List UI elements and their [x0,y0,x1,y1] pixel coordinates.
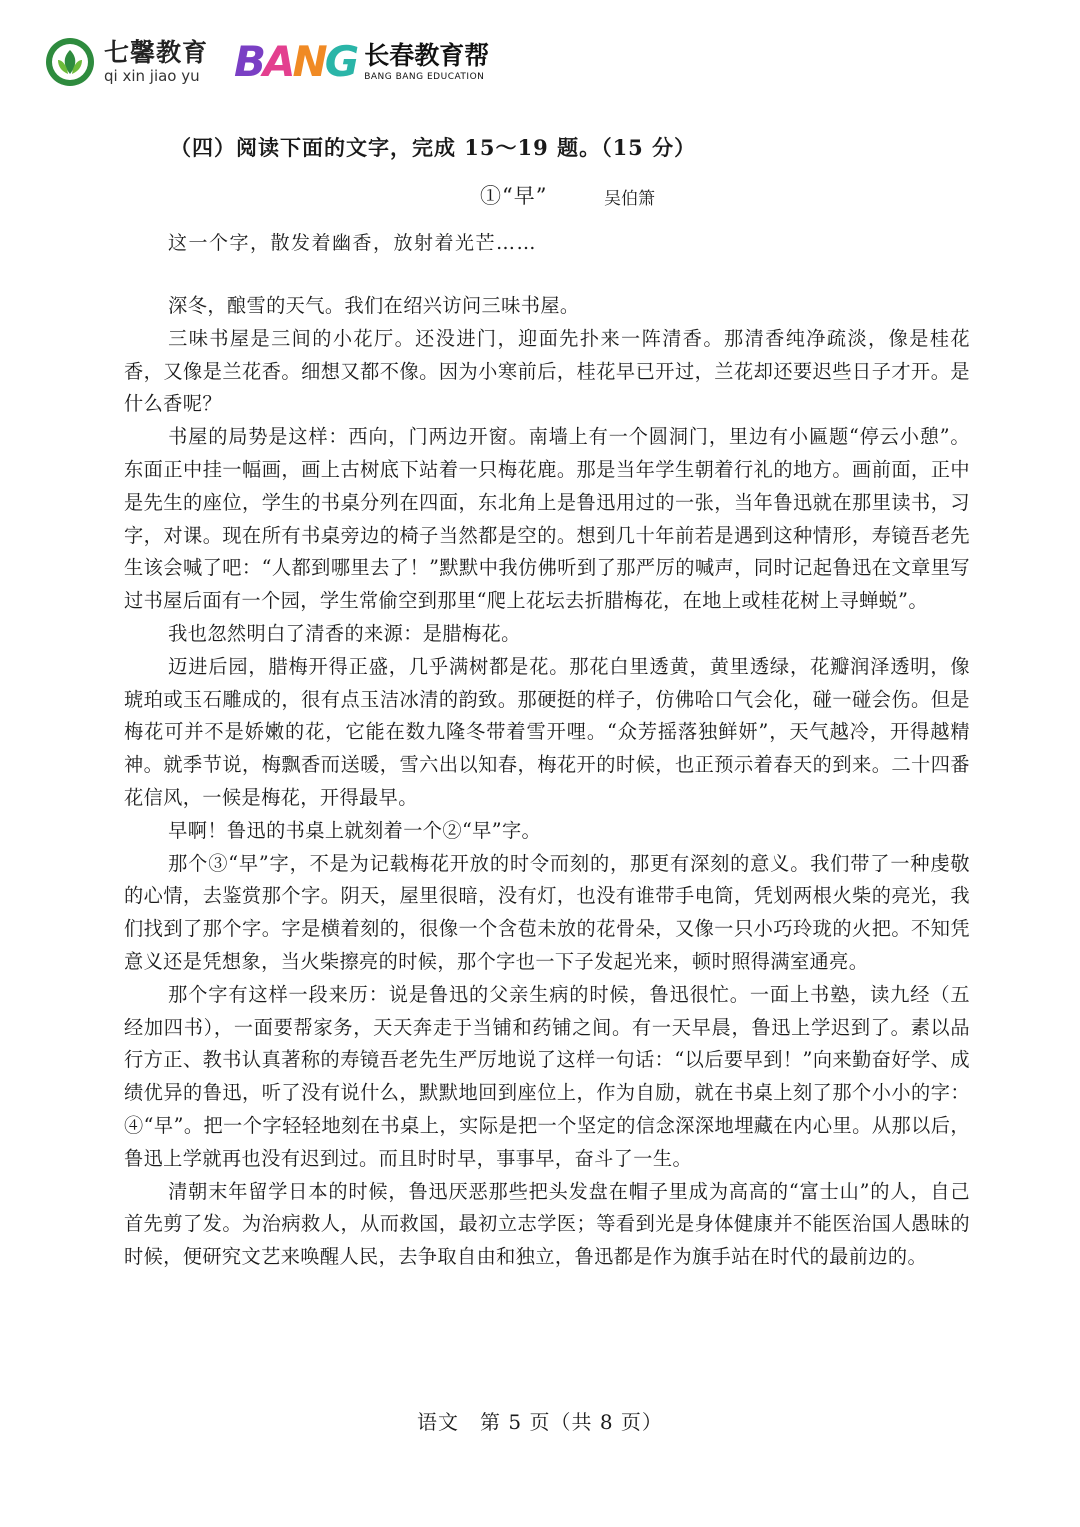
paragraph: 三味书屋是三间的小花厅。还没进门，迎面先扑来一阵清香。那清香纯净疏淡，像是桂花香，又像是兰花香。细想又都不像。因为小寒前后，桂花早已开过，兰花却还要迟些日子才开。是什么香呢？ [124,326,970,416]
paragraph: 我也忽然明白了清香的来源：是腊梅花。 [168,621,521,645]
bang-logo-letter: B [234,37,264,86]
bang-logo-letter: A [263,37,293,86]
bang-logo-letter: N [292,37,325,86]
paragraph: 深冬，酿雪的天气。我们在绍兴访问三味书屋。 [168,294,580,317]
bang-logo-letter: G [324,37,357,86]
paragraph: 清朝末年留学日本的时候，鲁迅厌恶那些把头发盘在帽子里成为高高的“富士山”的人，自己首先剪了发。为治病救人，从而救国，最初立志学医；等看到光是身体健康并不能医治国人愚昧的时候，便研究文艺来唤醒人民，去争取自由和独立，鲁迅都是作为旗手站在时代的最前边的。 [124,1179,970,1269]
qixin-logo-icon [44,36,96,88]
brand-changchun [364,40,490,82]
brand-qixin-pinyin: qi xin jiao yu [104,67,200,85]
brand-changchun-english: BANG BANG EDUCATION [364,71,485,82]
article-title: ①“早” [480,184,548,208]
brand-changchun-name: 长春教育帮 [364,40,490,70]
article-epigraph: 这一个字，散发着幽香，放射着光芒…… [168,232,538,254]
brand-qixin-name: 七馨教育 [104,38,209,67]
section-title: （四）阅读下面的文字，完成 15～19 题。（15 分） [170,135,697,160]
paragraph: 书屋的局势是这样：西向，门两边开窗。南墙上有一个圆洞门，里边有小匾题“停云小憩”。东面正中挂一幅画，画上古树底下站着一只梅花鹿。那是当年学生朝着行礼的地方。画前面，正中是先生的座位，学生的书桌分列在四面，东北角上是鲁迅用过的一张，当年鲁迅就在那里读书，习字，对课。现在所有书桌旁边的椅子当然都是空的。想到几十年前若是遇到这种情形，寿镜吾老先生该会喊了吧：“人都到哪里去了！”默默中我仿佛听到了那严厉的喊声，同时记起鲁迅在文章里写过书屋后面有一个园，学生常偷空到那里“爬上花坛去折腊梅花，在地上或桂花树上寻蝉蜕”。 [124,425,970,613]
paragraph: 迈进后园，腊梅开得正盛，几乎满树都是花。那花白里透黄，黄里透绿，花瓣润泽透明，像琥珀或玉石雕成的，很有点玉洁冰清的韵致。那硬挺的样子，仿佛哈口气会化，碰一碰会伤。但是梅花可并不是娇嫩的花，它能在数九隆冬带着雪开哩。“众芳摇落独鲜妍”，天气越冷，开得越精神。就季节说，梅飘香而送暖，雪六出以知春，梅花开的时候，也正预示着春天的到来。二十四番花信风，一候是梅花，开得最早。 [124,654,970,809]
paragraph: 那个字有这样一段来历：说是鲁迅的父亲生病的时候，鲁迅很忙。一面上书塾，读九经（五经加四书），一面要帮家务，天天奔走于当铺和药铺之间。有一天早晨，鲁迅上学迟到了。素以品行方正、教书认真著称的寿镜吾老先生严厉地说了这样一句话：“以后要早到！”向来勤奋好学、成绩优异的鲁迅，听了没有说什么，默默地回到座位上，作为自励，就在书桌上刻了那个小小的字：④“早”。把一个字轻轻地刻在书桌上，实际是把一个坚定的信念深深地埋藏在内心里。从那以后，鲁迅上学就再也没有迟到过。而且时时早，事事早，奋斗了一生。 [124,982,970,1170]
article-body [124,290,970,1274]
header [44,34,489,90]
bang-logo [234,37,357,86]
page-footer: 语文 第 5 页（共 8 页） [417,1410,663,1434]
paragraph: 早啊！鲁迅的书桌上就刻着一个②“早”字。 [168,818,542,842]
article-author: 吴伯箫 [604,189,655,209]
paragraph: 那个③“早”字，不是为记载梅花开放的时令而刻的，那更有深刻的意义。我们带了一种虔敬的心情，去鉴赏那个字。阴天，屋里很暗，没有灯，也没有谁带手电筒，凭划两根火柴的亮光，我们找到了那个字。字是横着刻的，很像一个含苞未放的花骨朵，又像一只小巧玲珑的火把。不知凭意义还是凭想象，当火柴擦亮的时候，那个字也一下子发起光来，顿时照得满室通亮。 [124,851,970,973]
brand-qixin [104,40,208,84]
